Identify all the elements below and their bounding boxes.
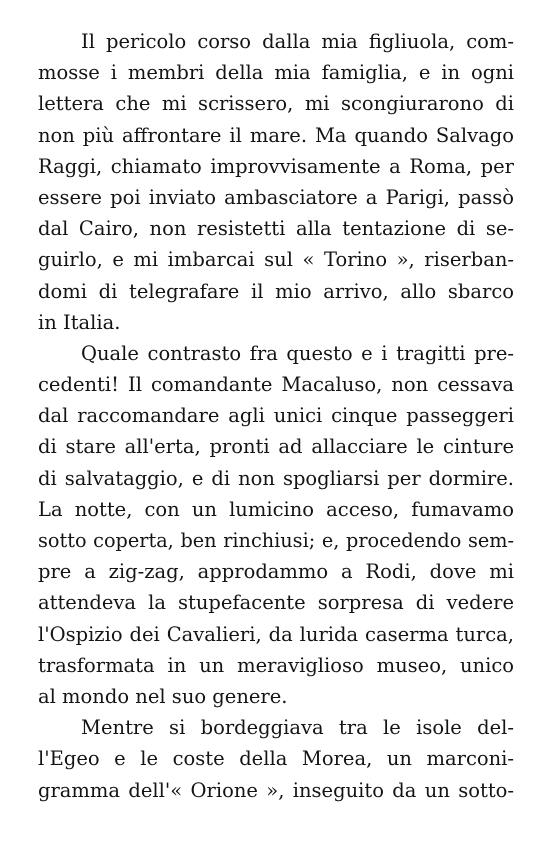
text-line: trasformata in un meraviglioso museo, unico xyxy=(38,653,514,677)
paragraph-1 xyxy=(38,26,514,338)
text-line: al mondo nel suo genere. xyxy=(38,684,288,708)
text-line: Quale contrasto fra questo e i tragitti pre- xyxy=(81,341,514,365)
text-line: essere poi inviato ambasciatore a Parigi, passò xyxy=(38,185,514,209)
text-line: Il pericolo corso dalla mia figliuola, com- xyxy=(81,30,514,53)
text-line: di salvataggio, e di non spogliarsi per dormire. xyxy=(38,466,514,490)
text-line: lettera che mi scrissero, mi scongiurarono di xyxy=(38,92,514,116)
text-line: dal Cairo, non resistetti alla tentazione di se- xyxy=(38,217,514,241)
text-line: attendeva la stupefacente sorpresa di vedere xyxy=(38,591,514,615)
text-line: l'Ospizio dei Cavalieri, da lurida caserma turca, xyxy=(38,622,514,646)
text-line: guirlo, e mi imbarcai sul « Torino », riserban- xyxy=(38,248,514,272)
text-line: non più affrontare il mare. Ma quando Salvago xyxy=(38,123,514,147)
text-line: pre a zig-zag, approdammo a Rodi, dove mi xyxy=(38,560,514,584)
text-line: Raggi, chiamato improvvisamente a Roma, per xyxy=(38,154,514,178)
text-line: cedenti! Il comandante Macaluso, non cessava xyxy=(38,373,514,397)
book-page xyxy=(38,26,514,806)
text-line: gramma dell'« Orione », inseguito da un sotto- xyxy=(38,778,514,802)
text-line: La notte, con un lumicino acceso, fumavamo xyxy=(38,497,514,521)
paragraph-3 xyxy=(38,712,514,806)
text-line: sotto coperta, ben rinchiusi; e, procedendo sem- xyxy=(38,529,514,552)
text-line: Mentre si bordeggiava tra le isole del- xyxy=(81,716,514,740)
text-line: domi di telegrafare il mio arrivo, allo sbarco xyxy=(38,279,514,303)
text-line: l'Egeo e le coste della Morea, un marconi- xyxy=(38,747,514,771)
text-line: in Italia. xyxy=(38,310,121,334)
text-line: dal raccomandare agli unici cinque passeggeri xyxy=(38,404,514,428)
text-line: mosse i membri della mia famiglia, e in ogni xyxy=(38,61,514,85)
paragraph-2 xyxy=(38,338,514,712)
text-line: di stare all'erta, pronti ad allacciare le cinture xyxy=(38,435,514,459)
